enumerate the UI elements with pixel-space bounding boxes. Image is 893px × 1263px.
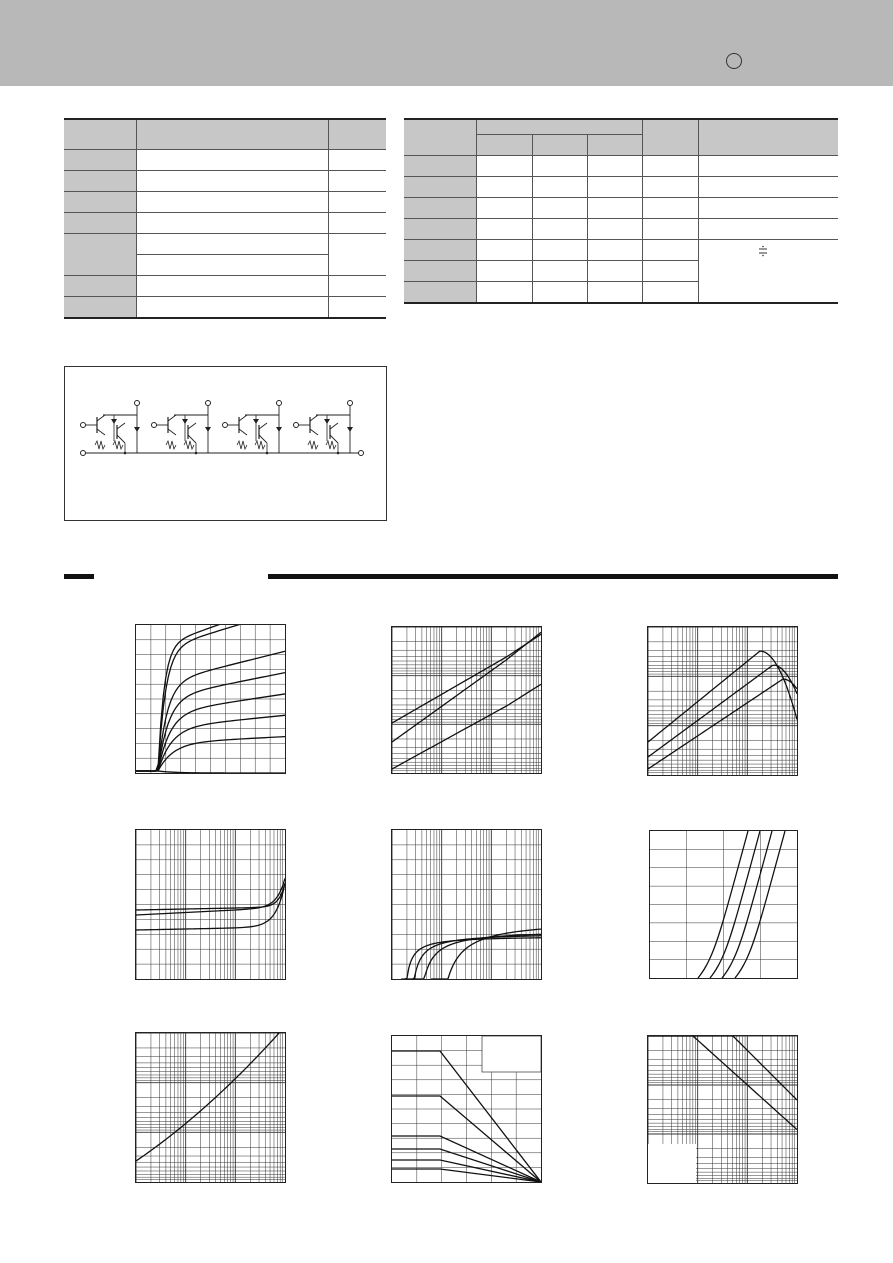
transistor-collector bbox=[188, 423, 196, 429]
resistor-glyph bbox=[308, 441, 318, 449]
junction-dot bbox=[124, 452, 127, 455]
series-line bbox=[136, 1033, 285, 1161]
table-row bbox=[404, 240, 838, 261]
terminal bbox=[223, 423, 228, 428]
chart-5-plot bbox=[392, 830, 541, 979]
transistor-emitter bbox=[117, 435, 125, 443]
transistor-emitter bbox=[97, 429, 105, 435]
resistor-glyph bbox=[95, 441, 105, 449]
section-rule-short bbox=[64, 574, 94, 579]
legend-box bbox=[482, 1036, 541, 1072]
series-line bbox=[401, 938, 541, 979]
transistor-emitter bbox=[239, 429, 247, 435]
chart-4-plot bbox=[136, 830, 285, 979]
resistor-glyph bbox=[326, 441, 336, 449]
transistor-collector bbox=[117, 423, 125, 429]
table-row bbox=[404, 198, 838, 219]
chart-1 bbox=[135, 624, 286, 774]
table-row bbox=[64, 119, 386, 150]
transistor-collector bbox=[310, 415, 318, 421]
header-circle-mark bbox=[726, 53, 742, 69]
circuit-diagram bbox=[65, 367, 386, 520]
chart-9-plot bbox=[648, 1036, 797, 1183]
terminal bbox=[348, 401, 353, 406]
transistor-emitter bbox=[310, 429, 318, 435]
junction-dot bbox=[337, 452, 340, 455]
right-spec-table bbox=[404, 118, 838, 304]
circuit-diagram-box bbox=[64, 366, 387, 521]
table-row bbox=[64, 150, 386, 171]
terminal bbox=[206, 401, 211, 406]
transistor-collector bbox=[97, 415, 105, 421]
blank-region bbox=[648, 1144, 696, 1183]
chart-7 bbox=[135, 1032, 286, 1183]
terminal bbox=[359, 451, 364, 456]
chart-2 bbox=[391, 626, 542, 774]
transistor-emitter bbox=[188, 435, 196, 443]
diode-glyph bbox=[347, 427, 353, 432]
terminal bbox=[152, 423, 157, 428]
table-row bbox=[64, 213, 386, 234]
series-line bbox=[648, 1036, 797, 1100]
table-row bbox=[64, 192, 386, 213]
series-line bbox=[648, 665, 797, 757]
series-line bbox=[136, 883, 285, 910]
table-row bbox=[64, 297, 386, 319]
chart-3-plot bbox=[648, 627, 797, 775]
transistor-emitter bbox=[168, 429, 176, 435]
terminal bbox=[135, 401, 140, 406]
junction-dot bbox=[195, 452, 198, 455]
transistor-collector bbox=[239, 415, 247, 421]
diode-glyph bbox=[205, 427, 211, 432]
resistor-glyph bbox=[255, 441, 265, 449]
table-row bbox=[64, 171, 386, 192]
terminal bbox=[81, 451, 86, 456]
series-line bbox=[412, 934, 541, 979]
terminal bbox=[81, 423, 86, 428]
transistor-collector bbox=[168, 415, 176, 421]
section-rule-long bbox=[268, 574, 838, 579]
terminal bbox=[294, 423, 299, 428]
chart-8-plot bbox=[392, 1036, 541, 1182]
transistor-emitter bbox=[330, 435, 338, 443]
diode-glyph bbox=[134, 427, 140, 432]
chart-2-plot bbox=[392, 627, 541, 773]
table-row bbox=[404, 119, 838, 135]
chart-5 bbox=[391, 829, 542, 980]
table-row bbox=[64, 234, 386, 255]
resistor-glyph bbox=[184, 441, 194, 449]
header-band bbox=[0, 0, 893, 86]
transistor-collector bbox=[330, 423, 338, 429]
terminal bbox=[277, 401, 282, 406]
chart-4 bbox=[135, 829, 286, 980]
chart-1-plot bbox=[136, 625, 285, 773]
table-row bbox=[404, 156, 838, 177]
approx-equal-glyph bbox=[699, 240, 839, 300]
transistor-emitter bbox=[259, 435, 267, 443]
junction-dot bbox=[266, 452, 269, 455]
resistor-glyph bbox=[113, 441, 123, 449]
resistor-glyph bbox=[166, 441, 176, 449]
table-row bbox=[404, 219, 838, 240]
chart-6 bbox=[649, 830, 798, 979]
table-row bbox=[64, 276, 386, 297]
chart-3 bbox=[647, 626, 798, 776]
resistor-glyph bbox=[237, 441, 247, 449]
left-spec-table bbox=[64, 118, 386, 319]
chart-8 bbox=[391, 1035, 542, 1183]
table-row bbox=[404, 177, 838, 198]
diode-glyph bbox=[276, 427, 282, 432]
chart-9 bbox=[647, 1035, 798, 1184]
transistor-collector bbox=[259, 423, 267, 429]
chart-7-plot bbox=[136, 1033, 285, 1182]
chart-6-plot bbox=[650, 831, 797, 978]
